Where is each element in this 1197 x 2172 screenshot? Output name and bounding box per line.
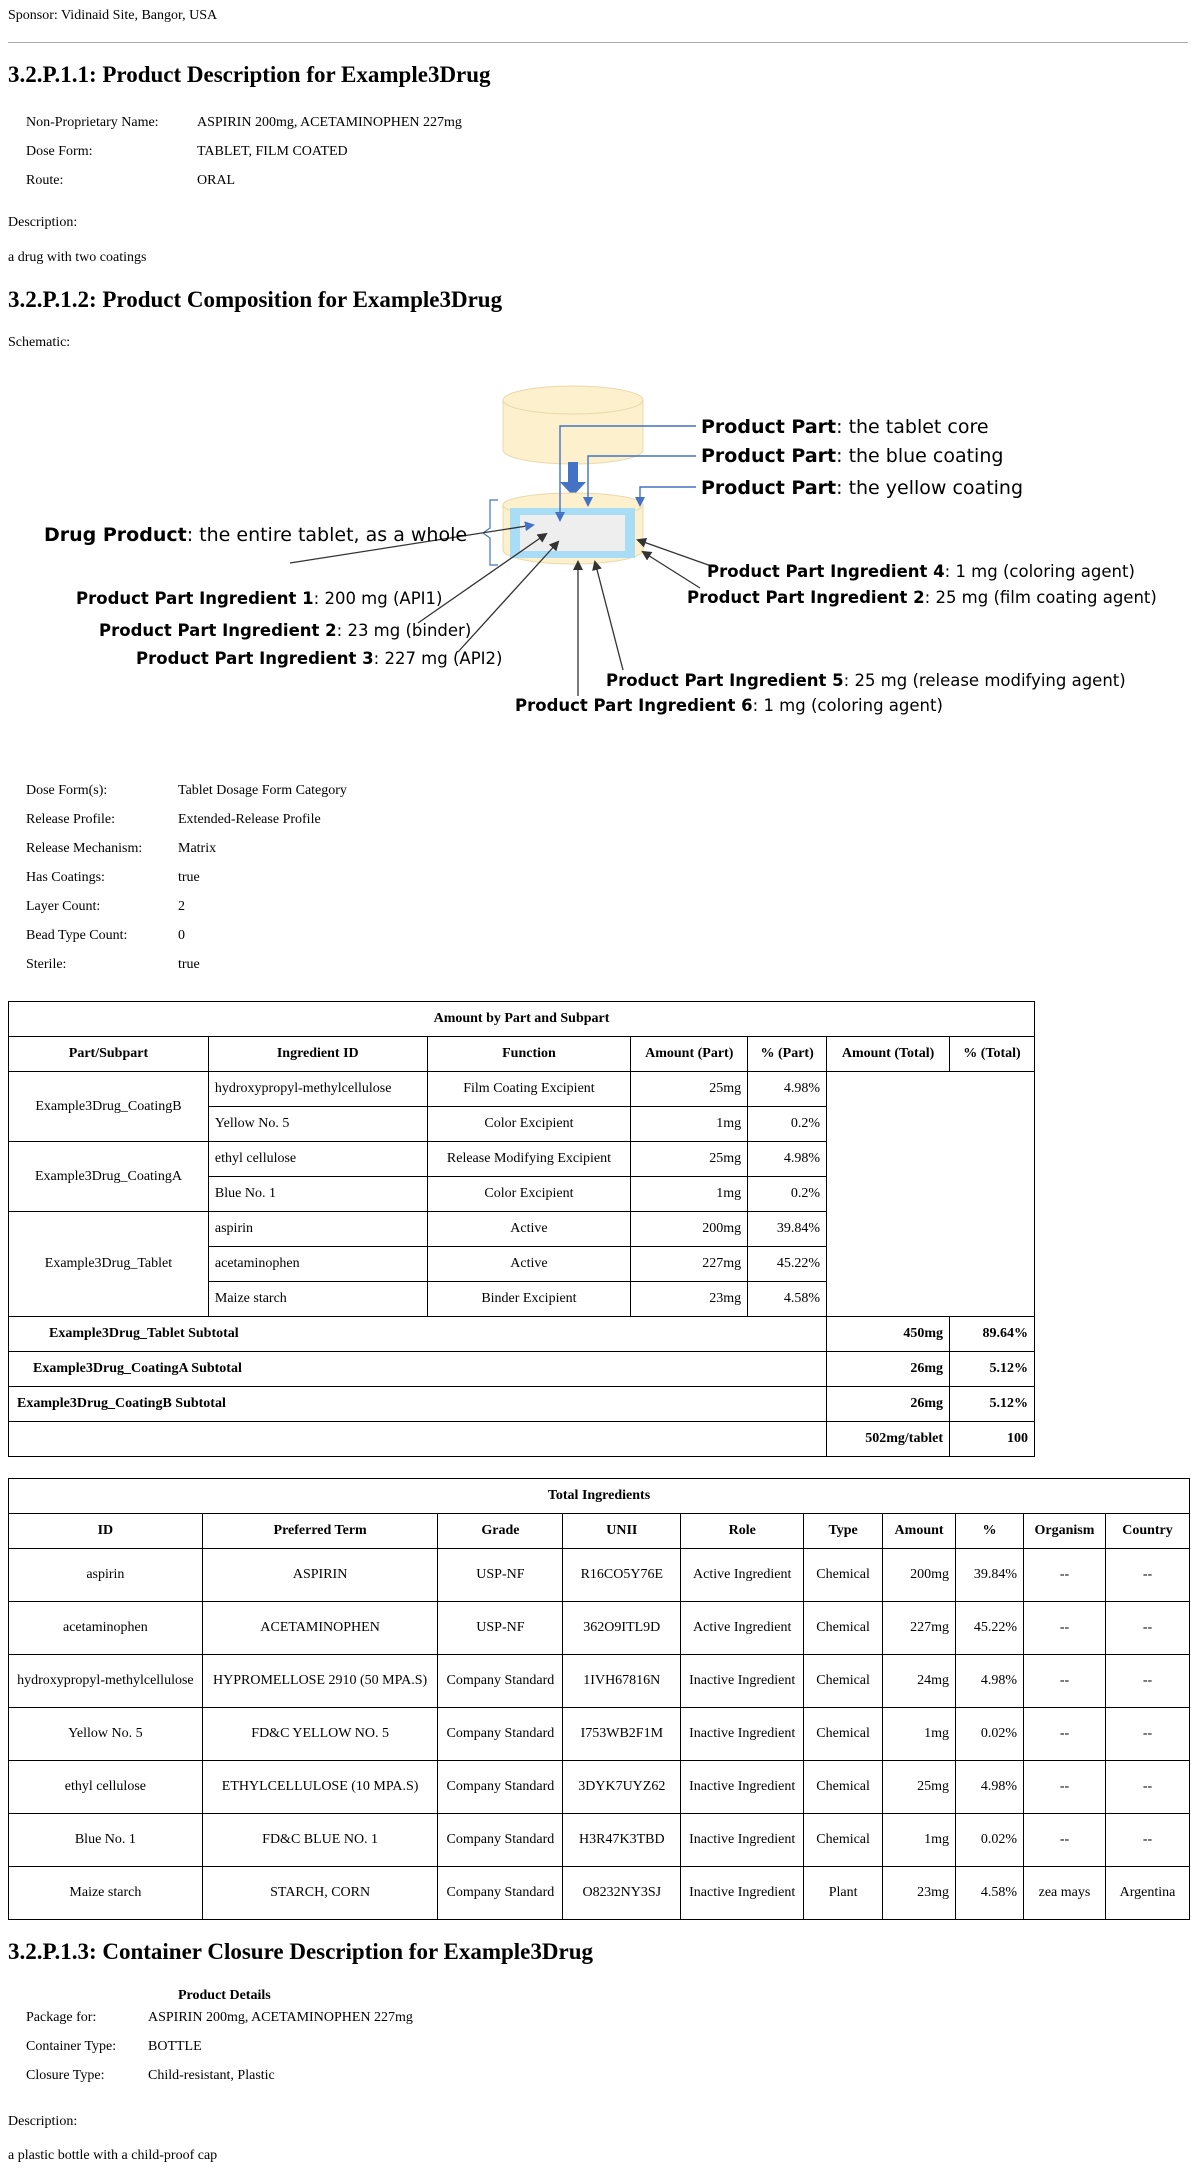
- column-header: Function: [427, 1037, 631, 1072]
- field-value: true: [178, 869, 200, 885]
- preferred-term-cell: ETHYLCELLULOSE (10 MPA.S): [202, 1761, 438, 1814]
- ingredient-label: Product Part Ingredient 3: 227 mg (API2): [136, 649, 503, 668]
- country-cell: --: [1105, 1602, 1189, 1655]
- ingredient-id-cell: aspirin: [208, 1212, 427, 1247]
- field-row: [26, 921, 347, 950]
- amount-cell: 200mg: [631, 1212, 748, 1247]
- country-cell: --: [1105, 1549, 1189, 1602]
- field-row: [26, 2032, 413, 2061]
- composition-fields: [26, 776, 347, 979]
- column-header: Part/Subpart: [9, 1037, 209, 1072]
- table-row: [9, 1655, 1190, 1708]
- product-part-label: Product Part: the tablet core: [701, 416, 989, 438]
- product-part-label: Product Part: the yellow coating: [701, 477, 1024, 499]
- total-percent: 100: [950, 1422, 1035, 1457]
- organism-cell: --: [1024, 1708, 1106, 1761]
- column-header: ID: [9, 1514, 203, 1549]
- field-label: Route:: [26, 172, 64, 188]
- field-row: [26, 2003, 413, 2032]
- amount-cell: 1mg: [883, 1708, 956, 1761]
- column-header: % (Total): [950, 1037, 1035, 1072]
- subtotal-label: Example3Drug_CoatingB Subtotal: [9, 1387, 827, 1422]
- percent-cell: 4.58%: [956, 1867, 1024, 1920]
- field-label: Sterile:: [26, 956, 67, 972]
- ingredient-id-cell: ethyl cellulose: [208, 1142, 427, 1177]
- percent-cell: 0.2%: [748, 1107, 827, 1142]
- unii-cell: R16CO5Y76E: [563, 1549, 681, 1602]
- schematic-label: Schematic:: [8, 335, 71, 350]
- unii-cell: 1IVH67816N: [563, 1655, 681, 1708]
- section-title-product-description: 3.2.P.1.1: Product Description for Example3Drug: [8, 62, 491, 87]
- field-label: Dose Form:: [26, 143, 93, 159]
- total-amount: 502mg/tablet: [827, 1422, 950, 1457]
- amount-cell: 227mg: [883, 1602, 956, 1655]
- subtotal-percent: 5.12%: [950, 1387, 1035, 1422]
- ingredient-label: Product Part Ingredient 5: 25 mg (release modifying agent): [606, 671, 1126, 690]
- ingredient-id-cell: Blue No. 1: [208, 1177, 427, 1212]
- container-description-label: Description:: [8, 2114, 78, 2129]
- organism-cell: --: [1024, 1761, 1106, 1814]
- preferred-term-cell: FD&C YELLOW NO. 5: [202, 1708, 438, 1761]
- subtotal-row: [9, 1317, 1035, 1352]
- total-label-cell: [9, 1422, 827, 1457]
- amount-cell: 25mg: [631, 1072, 748, 1107]
- percent-cell: 4.98%: [748, 1072, 827, 1107]
- product-part-label: Product Part: the blue coating: [701, 445, 1004, 467]
- table-row: [9, 1602, 1190, 1655]
- function-cell: Color Excipient: [427, 1107, 631, 1142]
- description-label: Description:: [8, 215, 78, 230]
- column-header: Grade: [438, 1514, 563, 1549]
- id-cell: hydroxypropyl-methylcellulose: [9, 1655, 203, 1708]
- id-cell: Blue No. 1: [9, 1814, 203, 1867]
- type-cell: Chemical: [804, 1708, 883, 1761]
- field-label: Package for:: [26, 2009, 97, 2025]
- field-row: [26, 776, 347, 805]
- total-row: [9, 1422, 1035, 1457]
- part-name-cell: Example3Drug_Tablet: [9, 1212, 209, 1317]
- part-name-cell: Example3Drug_CoatingB: [9, 1072, 209, 1142]
- field-label: Bead Type Count:: [26, 927, 128, 943]
- role-cell: Inactive Ingredient: [681, 1814, 804, 1867]
- tablet-schematic-diagram: [28, 370, 1158, 740]
- percent-cell: 45.22%: [748, 1247, 827, 1282]
- amount-cell: 1mg: [883, 1814, 956, 1867]
- subtotal-percent: 89.64%: [950, 1317, 1035, 1352]
- table-caption: Amount by Part and Subpart: [9, 1002, 1035, 1037]
- column-header: Country: [1105, 1514, 1189, 1549]
- table-caption-row: [9, 1002, 1035, 1037]
- type-cell: Chemical: [804, 1761, 883, 1814]
- field-row: [26, 108, 462, 137]
- field-label: Dose Form(s):: [26, 782, 108, 798]
- preferred-term-cell: HYPROMELLOSE 2910 (50 MPA.S): [202, 1655, 438, 1708]
- amount-cell: 200mg: [883, 1549, 956, 1602]
- table-row: [9, 1072, 1035, 1107]
- field-row: [26, 166, 462, 195]
- percent-cell: 4.98%: [956, 1655, 1024, 1708]
- percent-cell: 4.98%: [748, 1142, 827, 1177]
- country-cell: --: [1105, 1655, 1189, 1708]
- country-cell: --: [1105, 1708, 1189, 1761]
- field-value: BOTTLE: [148, 2038, 202, 2054]
- description-text: a drug with two coatings: [8, 250, 147, 265]
- section-title-product-composition: 3.2.P.1.2: Product Composition for Example3Drug: [8, 287, 503, 312]
- amount-by-part-table: [8, 1001, 1035, 1457]
- country-cell: --: [1105, 1761, 1189, 1814]
- id-cell: Yellow No. 5: [9, 1708, 203, 1761]
- amount-cell: 25mg: [883, 1761, 956, 1814]
- amount-cell: 25mg: [631, 1142, 748, 1177]
- subtotal-label: Example3Drug_CoatingA Subtotal: [9, 1352, 827, 1387]
- ingredient-id-cell: Maize starch: [208, 1282, 427, 1317]
- ingredient-label: Product Part Ingredient 2: 23 mg (binder): [99, 621, 472, 640]
- percent-cell: 39.84%: [956, 1549, 1024, 1602]
- field-value: ORAL: [197, 172, 236, 188]
- type-cell: Chemical: [804, 1602, 883, 1655]
- field-label: Release Profile:: [26, 811, 116, 827]
- table-header-row: [9, 1514, 1190, 1549]
- amount-cell: 1mg: [631, 1177, 748, 1212]
- preferred-term-cell: ACETAMINOPHEN: [202, 1602, 438, 1655]
- subtotal-label: Example3Drug_Tablet Subtotal: [9, 1317, 827, 1352]
- unii-cell: O8232NY3SJ: [563, 1867, 681, 1920]
- preferred-term-cell: STARCH, CORN: [202, 1867, 438, 1920]
- ingredient-label: Product Part Ingredient 4: 1 mg (coloring agent): [707, 562, 1135, 581]
- field-value: 0: [178, 927, 185, 943]
- percent-cell: 4.58%: [748, 1282, 827, 1317]
- column-header: Amount (Total): [827, 1037, 950, 1072]
- grade-cell: USP-NF: [438, 1602, 563, 1655]
- percent-cell: 39.84%: [748, 1212, 827, 1247]
- grade-cell: Company Standard: [438, 1708, 563, 1761]
- ingredient-id-cell: acetaminophen: [208, 1247, 427, 1282]
- type-cell: Chemical: [804, 1814, 883, 1867]
- grade-cell: Company Standard: [438, 1814, 563, 1867]
- subtotal-row: [9, 1352, 1035, 1387]
- id-cell: Maize starch: [9, 1867, 203, 1920]
- total-ingredients-table: [8, 1478, 1190, 1920]
- field-value: true: [178, 956, 200, 972]
- function-cell: Film Coating Excipient: [427, 1072, 631, 1107]
- subtotal-amount: 26mg: [827, 1352, 950, 1387]
- role-cell: Inactive Ingredient: [681, 1708, 804, 1761]
- ingredient-label: Product Part Ingredient 6: 1 mg (coloring agent): [515, 696, 943, 715]
- product-description-fields: [26, 108, 462, 195]
- role-cell: Inactive Ingredient: [681, 1761, 804, 1814]
- organism-cell: --: [1024, 1549, 1106, 1602]
- grade-cell: Company Standard: [438, 1867, 563, 1920]
- amount-cell: 23mg: [631, 1282, 748, 1317]
- assembly-arrow: [560, 462, 586, 496]
- field-row: [26, 2061, 413, 2090]
- column-header: Preferred Term: [202, 1514, 438, 1549]
- percent-cell: 0.2%: [748, 1177, 827, 1212]
- column-header: Role: [681, 1514, 804, 1549]
- field-label: Has Coatings:: [26, 869, 105, 885]
- drug-product-label: Drug Product: the entire tablet, as a whole: [44, 524, 468, 546]
- field-value: 2: [178, 898, 185, 914]
- ingredient-id-cell: hydroxypropyl-methylcellulose: [208, 1072, 427, 1107]
- tablet-core-cylinder: [503, 386, 643, 464]
- table-row: [9, 1549, 1190, 1602]
- field-label: Closure Type:: [26, 2067, 105, 2083]
- subtotal-row: [9, 1387, 1035, 1422]
- organism-cell: --: [1024, 1814, 1106, 1867]
- grade-cell: USP-NF: [438, 1549, 563, 1602]
- part-name-cell: Example3Drug_CoatingA: [9, 1142, 209, 1212]
- type-cell: Chemical: [804, 1549, 883, 1602]
- amount-cell: 24mg: [883, 1655, 956, 1708]
- field-value: Child-resistant, Plastic: [148, 2067, 275, 2083]
- country-cell: Argentina: [1105, 1867, 1189, 1920]
- sponsor-line: Sponsor: Vidinaid Site, Bangor, USA: [8, 8, 218, 23]
- field-label: Release Mechanism:: [26, 840, 143, 856]
- field-row: [26, 137, 462, 166]
- amount-cell: 1mg: [631, 1107, 748, 1142]
- field-value: Tablet Dosage Form Category: [178, 782, 347, 798]
- function-cell: Release Modifying Excipient: [427, 1142, 631, 1177]
- subtotal-amount: 450mg: [827, 1317, 950, 1352]
- role-cell: Inactive Ingredient: [681, 1655, 804, 1708]
- column-header: Amount: [883, 1514, 956, 1549]
- table-row: [9, 1708, 1190, 1761]
- unii-cell: H3R47K3TBD: [563, 1814, 681, 1867]
- amount-cell: 23mg: [883, 1867, 956, 1920]
- field-label: Non-Proprietary Name:: [26, 114, 159, 130]
- table-row: [9, 1814, 1190, 1867]
- ingredient-id-cell: Yellow No. 5: [208, 1107, 427, 1142]
- subtotal-percent: 5.12%: [950, 1352, 1035, 1387]
- percent-cell: 4.98%: [956, 1761, 1024, 1814]
- unii-cell: 3DYK7UYZ62: [563, 1761, 681, 1814]
- field-value: Matrix: [178, 840, 217, 856]
- field-value: ASPIRIN 200mg, ACETAMINOPHEN 227mg: [148, 2009, 413, 2025]
- ingredients-table-body: [9, 1549, 1190, 1920]
- function-cell: Color Excipient: [427, 1177, 631, 1212]
- function-cell: Binder Excipient: [427, 1282, 631, 1317]
- field-row: [26, 892, 347, 921]
- organism-cell: --: [1024, 1602, 1106, 1655]
- field-value: Extended-Release Profile: [178, 811, 321, 827]
- percent-cell: 45.22%: [956, 1602, 1024, 1655]
- field-value: ASPIRIN 200mg, ACETAMINOPHEN 227mg: [197, 114, 462, 130]
- empty-total-cell: [827, 1072, 1035, 1317]
- table-caption: Total Ingredients: [9, 1479, 1190, 1514]
- unii-cell: 362O9ITL9D: [563, 1602, 681, 1655]
- field-row: [26, 805, 347, 834]
- field-label: Container Type:: [26, 2038, 117, 2054]
- function-cell: Active: [427, 1247, 631, 1282]
- percent-cell: 0.02%: [956, 1814, 1024, 1867]
- divider: [8, 42, 1188, 43]
- role-cell: Active Ingredient: [681, 1549, 804, 1602]
- column-header: Ingredient ID: [208, 1037, 427, 1072]
- column-header: % (Part): [748, 1037, 827, 1072]
- ingredient-label: Product Part Ingredient 1: 200 mg (API1): [76, 589, 443, 608]
- field-row: [26, 834, 347, 863]
- table-caption-row: [9, 1479, 1190, 1514]
- id-cell: ethyl cellulose: [9, 1761, 203, 1814]
- field-row: [26, 863, 347, 892]
- container-description-text: a plastic bottle with a child-proof cap: [8, 2148, 218, 2163]
- organism-cell: zea mays: [1024, 1867, 1106, 1920]
- column-header: Amount (Part): [631, 1037, 748, 1072]
- country-cell: --: [1105, 1814, 1189, 1867]
- column-header: Type: [804, 1514, 883, 1549]
- table-row: [9, 1867, 1190, 1920]
- amount-cell: 227mg: [631, 1247, 748, 1282]
- role-cell: Active Ingredient: [681, 1602, 804, 1655]
- preferred-term-cell: ASPIRIN: [202, 1549, 438, 1602]
- container-closure-fields: [26, 2003, 413, 2090]
- id-cell: acetaminophen: [9, 1602, 203, 1655]
- field-row: [26, 950, 347, 979]
- section-title-container-closure: 3.2.P.1.3: Container Closure Description for Example3Drug: [8, 1939, 593, 1964]
- subtotal-amount: 26mg: [827, 1387, 950, 1422]
- column-header: %: [956, 1514, 1024, 1549]
- field-value: TABLET, FILM COATED: [197, 143, 348, 159]
- type-cell: Chemical: [804, 1655, 883, 1708]
- unii-cell: I753WB2F1M: [563, 1708, 681, 1761]
- percent-cell: 0.02%: [956, 1708, 1024, 1761]
- schematic-svg: [28, 370, 1158, 740]
- preferred-term-cell: FD&C BLUE NO. 1: [202, 1814, 438, 1867]
- id-cell: aspirin: [9, 1549, 203, 1602]
- ingredient-label: Product Part Ingredient 2: 25 mg (film coating agent): [687, 588, 1157, 607]
- column-header: UNII: [563, 1514, 681, 1549]
- product-details-heading: Product Details: [178, 1988, 271, 2003]
- type-cell: Plant: [804, 1867, 883, 1920]
- function-cell: Active: [427, 1212, 631, 1247]
- role-cell: Inactive Ingredient: [681, 1867, 804, 1920]
- table-header-row: [9, 1037, 1035, 1072]
- grade-cell: Company Standard: [438, 1655, 563, 1708]
- field-label: Layer Count:: [26, 898, 101, 914]
- coated-tablet: [503, 493, 643, 564]
- column-header: Organism: [1024, 1514, 1106, 1549]
- grade-cell: Company Standard: [438, 1761, 563, 1814]
- organism-cell: --: [1024, 1655, 1106, 1708]
- table-row: [9, 1761, 1190, 1814]
